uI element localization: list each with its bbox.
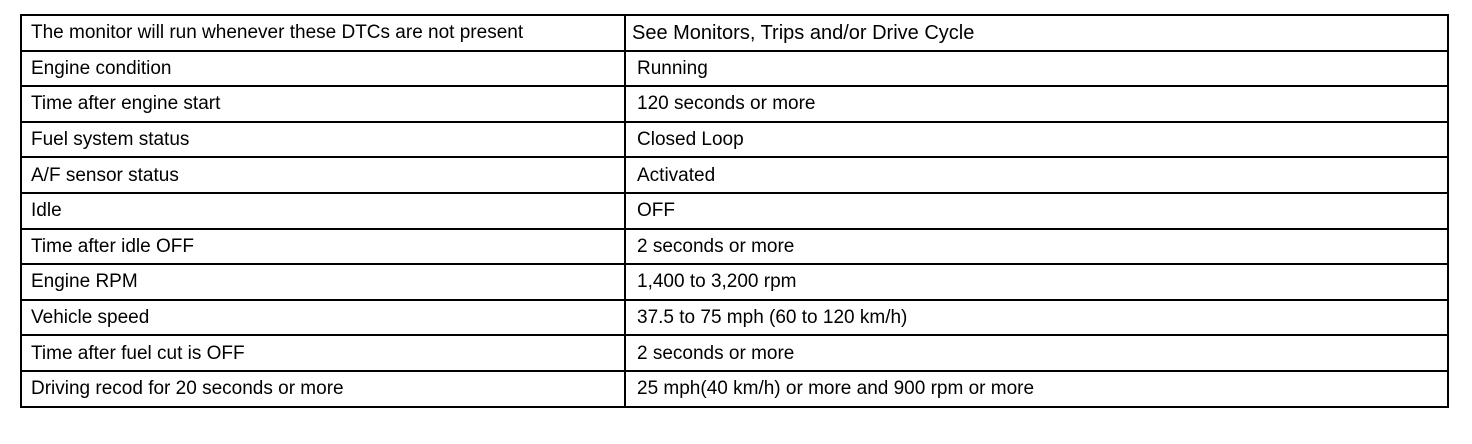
value-cell: OFF bbox=[625, 193, 1448, 229]
value-cell: Running bbox=[625, 51, 1448, 87]
value-cell: 1,400 to 3,200 rpm bbox=[625, 264, 1448, 300]
monitor-conditions-table-wrapper bbox=[20, 14, 1449, 408]
parameter-cell: Idle bbox=[21, 193, 625, 229]
parameter-cell: Time after engine start bbox=[21, 86, 625, 122]
value-cell: Closed Loop bbox=[625, 122, 1448, 158]
value-cell: 2 seconds or more bbox=[625, 229, 1448, 265]
table-row bbox=[21, 229, 1448, 265]
parameter-cell: Driving recod for 20 seconds or more bbox=[21, 371, 625, 407]
parameter-cell: The monitor will run whenever these DTCs are not present bbox=[21, 15, 625, 51]
parameter-cell: Engine RPM bbox=[21, 264, 625, 300]
table-row bbox=[21, 300, 1448, 336]
value-cell: Activated bbox=[625, 157, 1448, 193]
parameter-cell: A/F sensor status bbox=[21, 157, 625, 193]
value-cell: See Monitors, Trips and/or Drive Cycle bbox=[625, 15, 1448, 51]
parameter-cell: Time after fuel cut is OFF bbox=[21, 335, 625, 371]
value-cell: 2 seconds or more bbox=[625, 335, 1448, 371]
value-cell: 25 mph(40 km/h) or more and 900 rpm or more bbox=[625, 371, 1448, 407]
table-row bbox=[21, 122, 1448, 158]
table-row bbox=[21, 335, 1448, 371]
table-row bbox=[21, 15, 1448, 51]
parameter-cell: Time after idle OFF bbox=[21, 229, 625, 265]
table-row bbox=[21, 193, 1448, 229]
table-row bbox=[21, 157, 1448, 193]
parameter-cell: Fuel system status bbox=[21, 122, 625, 158]
monitor-conditions-table bbox=[20, 14, 1449, 408]
parameter-cell: Engine condition bbox=[21, 51, 625, 87]
table-row bbox=[21, 264, 1448, 300]
value-cell: 37.5 to 75 mph (60 to 120 km/h) bbox=[625, 300, 1448, 336]
table-row bbox=[21, 86, 1448, 122]
value-cell: 120 seconds or more bbox=[625, 86, 1448, 122]
parameter-cell: Vehicle speed bbox=[21, 300, 625, 336]
table-row bbox=[21, 51, 1448, 87]
table-row bbox=[21, 371, 1448, 407]
